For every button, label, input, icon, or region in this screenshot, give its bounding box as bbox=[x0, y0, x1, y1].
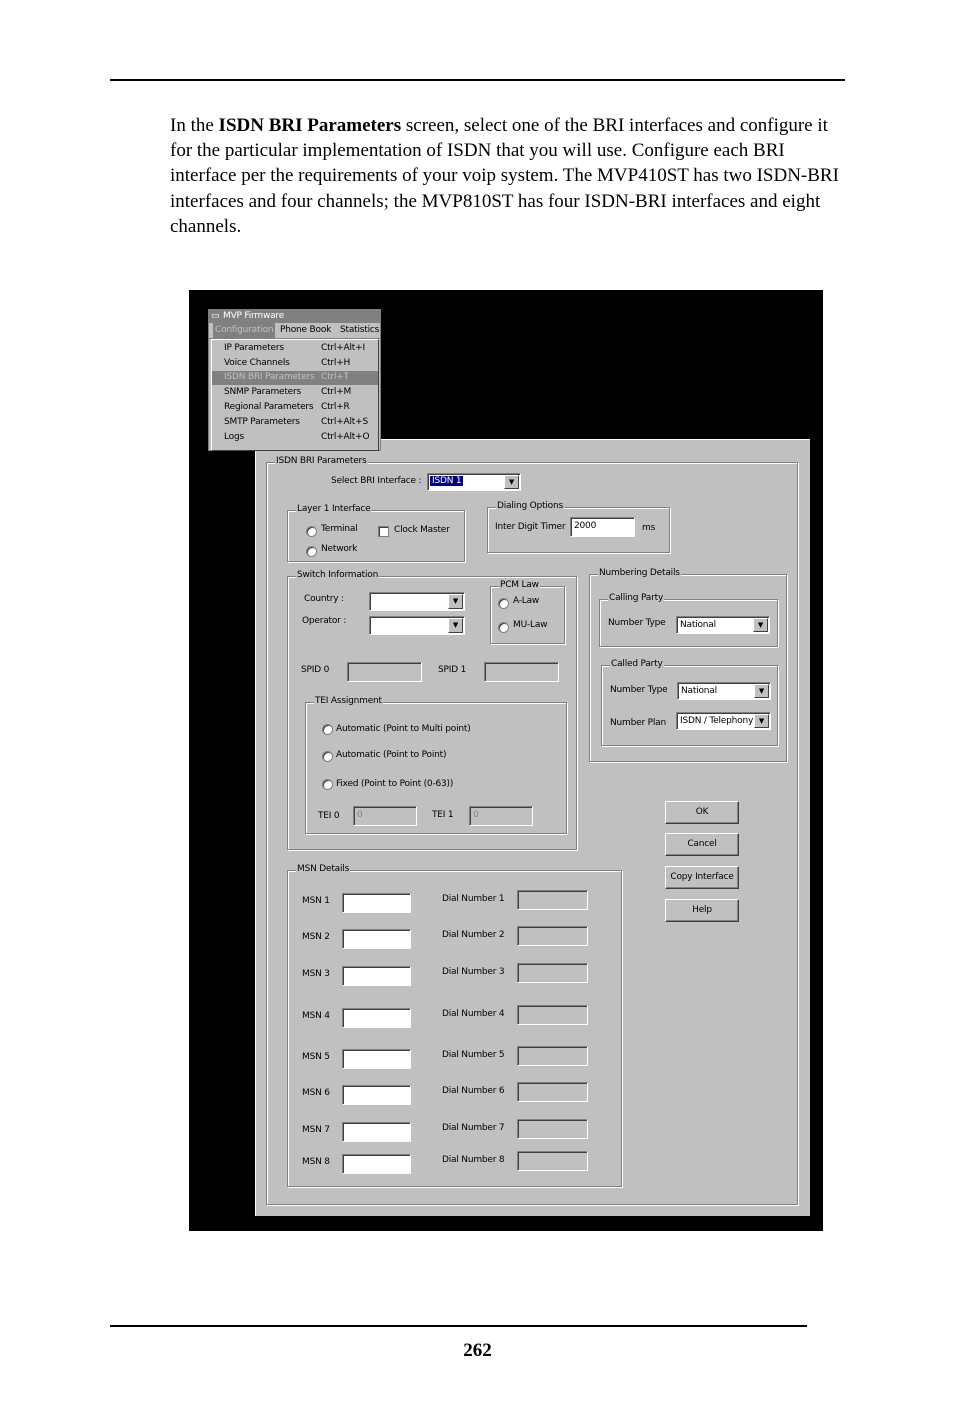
tei-auto-point-radio[interactable] bbox=[322, 751, 333, 762]
menu-item-shortcut: Ctrl+H bbox=[321, 358, 351, 368]
calling-type-label: Number Type bbox=[608, 618, 666, 628]
menu-item-smtp-parameters[interactable] bbox=[212, 416, 378, 430]
menu-item-voice-channels[interactable] bbox=[212, 357, 378, 371]
menu-item-regional-parameters[interactable] bbox=[212, 401, 378, 415]
inter-digit-input[interactable] bbox=[570, 517, 635, 537]
pcm-law-group bbox=[490, 580, 565, 644]
cancel-button[interactable]: Cancel bbox=[665, 833, 739, 856]
msn-input[interactable] bbox=[342, 1008, 411, 1028]
inter-digit-label: Inter Digit Timer bbox=[495, 522, 566, 532]
network-label: Network bbox=[321, 544, 358, 554]
chevron-down-icon[interactable]: ▼ bbox=[754, 684, 769, 698]
msn-input[interactable] bbox=[342, 1085, 411, 1105]
mulaw-radio[interactable] bbox=[498, 622, 509, 633]
spid1-label: SPID 1 bbox=[438, 665, 467, 675]
dial-number-input[interactable] bbox=[517, 1119, 588, 1139]
spid1-input[interactable] bbox=[484, 662, 559, 682]
called-party-group bbox=[601, 659, 778, 746]
tei1-value: 0 bbox=[473, 810, 479, 820]
called-type-value: National bbox=[681, 686, 717, 696]
country-label: Country : bbox=[304, 594, 344, 604]
menu-item-snmp-parameters[interactable] bbox=[212, 386, 378, 400]
ok-button[interactable]: OK bbox=[665, 801, 739, 824]
numbering-title: Numbering Details bbox=[599, 568, 680, 578]
dial-number-input[interactable] bbox=[517, 1046, 588, 1066]
chevron-down-icon[interactable]: ▼ bbox=[448, 594, 463, 609]
menu-item-shortcut: Ctrl+Alt+I bbox=[321, 343, 365, 353]
msn-label: MSN 6 bbox=[302, 1088, 330, 1098]
clock-master-label: Clock Master bbox=[394, 525, 450, 535]
called-type-label: Number Type bbox=[610, 685, 668, 695]
msn-input[interactable] bbox=[342, 1049, 411, 1069]
called-type-combo[interactable] bbox=[677, 682, 771, 700]
intro-paragraph bbox=[170, 113, 850, 239]
dial-number-label: Dial Number 7 bbox=[442, 1123, 505, 1133]
bottom-rule bbox=[110, 1325, 807, 1327]
menu-item-ip-parameters[interactable] bbox=[212, 342, 378, 356]
msn-details-title: MSN Details bbox=[297, 864, 350, 874]
alaw-radio[interactable] bbox=[498, 598, 509, 609]
menu-item-shortcut: Ctrl+M bbox=[321, 387, 352, 397]
layer1-title: Layer 1 Interface bbox=[297, 504, 371, 514]
msn-label: MSN 3 bbox=[302, 969, 330, 979]
called-plan-value: ISDN / Telephony bbox=[680, 716, 754, 726]
dial-number-label: Dial Number 5 bbox=[442, 1050, 505, 1060]
dial-number-input[interactable] bbox=[517, 963, 588, 983]
operator-label: Operator : bbox=[302, 616, 347, 626]
msn-label: MSN 8 bbox=[302, 1157, 330, 1167]
dial-number-label: Dial Number 2 bbox=[442, 930, 505, 940]
help-button[interactable]: Help bbox=[665, 899, 739, 922]
msn-input[interactable] bbox=[342, 893, 411, 913]
msn-input[interactable] bbox=[342, 929, 411, 949]
menu-item-label: Logs bbox=[224, 432, 244, 442]
intro-prefix: In the bbox=[170, 115, 219, 136]
dial-number-label: Dial Number 1 bbox=[442, 894, 505, 904]
menu-item-label: SNMP Parameters bbox=[224, 387, 302, 397]
tei0-label: TEI 0 bbox=[318, 811, 340, 821]
page-number: 262 bbox=[463, 1340, 492, 1361]
tei-fixed-radio[interactable] bbox=[322, 779, 333, 790]
calling-type-value: National bbox=[680, 620, 716, 630]
top-rule bbox=[110, 79, 845, 81]
terminal-label: Terminal bbox=[321, 524, 358, 534]
tei0-value: 0 bbox=[357, 810, 363, 820]
intro-bold: ISDN BRI Parameters bbox=[218, 115, 402, 136]
country-combo[interactable] bbox=[369, 592, 465, 611]
tei1-label: TEI 1 bbox=[432, 810, 454, 820]
dial-number-input[interactable] bbox=[517, 890, 588, 910]
msn-input[interactable] bbox=[342, 1122, 411, 1142]
tei-fixed-label: Fixed (Point to Point (0-63)) bbox=[336, 779, 454, 789]
menu-configuration[interactable]: Configuration bbox=[213, 323, 275, 338]
menu-item-label: ISDN BRI Parameters bbox=[224, 372, 315, 382]
msn-label: MSN 1 bbox=[302, 896, 330, 906]
select-bri-combo[interactable] bbox=[427, 473, 521, 491]
chevron-down-icon[interactable]: ▼ bbox=[448, 618, 463, 633]
msn-input[interactable] bbox=[342, 966, 411, 986]
dial-number-input[interactable] bbox=[517, 1005, 588, 1025]
msn-details-group bbox=[287, 864, 622, 1187]
alaw-label: A-Law bbox=[513, 596, 540, 606]
dial-number-input[interactable] bbox=[517, 926, 588, 946]
clock-master-checkbox[interactable] bbox=[378, 526, 389, 537]
inter-digit-value: 2000 bbox=[574, 521, 597, 531]
msn-label: MSN 5 bbox=[302, 1052, 330, 1062]
msn-label: MSN 4 bbox=[302, 1011, 330, 1021]
chevron-down-icon[interactable]: ▼ bbox=[504, 475, 519, 489]
dial-number-input[interactable] bbox=[517, 1151, 588, 1171]
dial-number-label: Dial Number 3 bbox=[442, 967, 505, 977]
tei-auto-multi-radio[interactable] bbox=[322, 724, 333, 735]
dialing-title: Dialing Options bbox=[497, 501, 563, 511]
dial-number-label: Dial Number 6 bbox=[442, 1086, 505, 1096]
isdn-bri-window bbox=[255, 439, 810, 1216]
ms-unit-label: ms bbox=[642, 523, 656, 533]
dial-number-label: Dial Number 8 bbox=[442, 1155, 505, 1165]
chevron-down-icon[interactable]: ▼ bbox=[753, 618, 768, 632]
msn-input[interactable] bbox=[342, 1154, 411, 1174]
menu-item-shortcut: Ctrl+T bbox=[321, 372, 349, 382]
tei-assignment-title: TEI Assignment bbox=[315, 696, 382, 706]
menu-item-shortcut: Ctrl+R bbox=[321, 402, 350, 412]
menu-item-shortcut: Ctrl+Alt+O bbox=[321, 432, 370, 442]
switch-info-title: Switch Information bbox=[297, 570, 379, 580]
tei-auto-multi-label: Automatic (Point to Multi point) bbox=[336, 724, 471, 734]
menu-window bbox=[208, 309, 381, 451]
menu-phone-book[interactable]: Phone Book bbox=[280, 325, 332, 335]
tei0-input[interactable] bbox=[353, 806, 417, 826]
app-icon: ▭ bbox=[211, 311, 220, 321]
network-radio[interactable] bbox=[306, 546, 317, 557]
dial-number-input[interactable] bbox=[517, 1082, 588, 1102]
pcm-law-title: PCM Law bbox=[500, 580, 539, 590]
called-plan-combo[interactable] bbox=[676, 712, 771, 730]
menu-item-label: Voice Channels bbox=[224, 358, 290, 368]
select-bri-value: ISDN 1 bbox=[432, 476, 462, 486]
screenshot bbox=[189, 290, 823, 1231]
msn-label: MSN 7 bbox=[302, 1125, 330, 1135]
spid0-input[interactable] bbox=[347, 662, 422, 682]
select-bri-label: Select BRI Interface : bbox=[331, 476, 422, 486]
terminal-radio[interactable] bbox=[306, 526, 317, 537]
configuration-dropdown bbox=[211, 339, 379, 451]
operator-combo[interactable] bbox=[369, 616, 465, 635]
menu-item-label: Regional Parameters bbox=[224, 402, 314, 412]
called-plan-label: Number Plan bbox=[610, 718, 666, 728]
menu-item-shortcut: Ctrl+Alt+S bbox=[321, 417, 368, 427]
mulaw-label: MU-Law bbox=[513, 620, 548, 630]
spid0-label: SPID 0 bbox=[301, 665, 330, 675]
intro-suffix: screen, select one of the BRI interfaces and configure it for the particular implementation of ISDN that you will use. Configure each BRI interface per the requirements of your voip system. The MVP410ST has two ISDN-BRI interfaces and four channels; the MVP810ST has four ISDN-BRI interfaces and eight channels. bbox=[170, 115, 839, 237]
calling-type-combo[interactable] bbox=[676, 616, 770, 634]
dial-number-label: Dial Number 4 bbox=[442, 1009, 505, 1019]
called-party-title: Called Party bbox=[611, 659, 663, 669]
msn-label: MSN 2 bbox=[302, 932, 330, 942]
menu-item-label: SMTP Parameters bbox=[224, 417, 300, 427]
menu-item-isdn-bri-parameters[interactable] bbox=[212, 371, 378, 385]
copy-interface-button[interactable]: Copy Interface bbox=[665, 866, 739, 889]
menu-title-bar bbox=[209, 310, 380, 323]
menu-item-logs[interactable] bbox=[212, 431, 378, 445]
menu-bar bbox=[209, 323, 380, 339]
calling-party-title: Calling Party bbox=[609, 593, 664, 603]
tei-auto-point-label: Automatic (Point to Point) bbox=[336, 750, 447, 760]
menu-statistics[interactable]: Statistics bbox=[340, 325, 380, 335]
isdn-bri-group-title: ISDN BRI Parameters bbox=[276, 456, 367, 466]
tei1-input[interactable] bbox=[469, 806, 533, 826]
chevron-down-icon[interactable]: ▼ bbox=[754, 714, 769, 728]
menu-app-title: MVP Firmware bbox=[223, 311, 285, 321]
menu-item-label: IP Parameters bbox=[224, 343, 284, 353]
